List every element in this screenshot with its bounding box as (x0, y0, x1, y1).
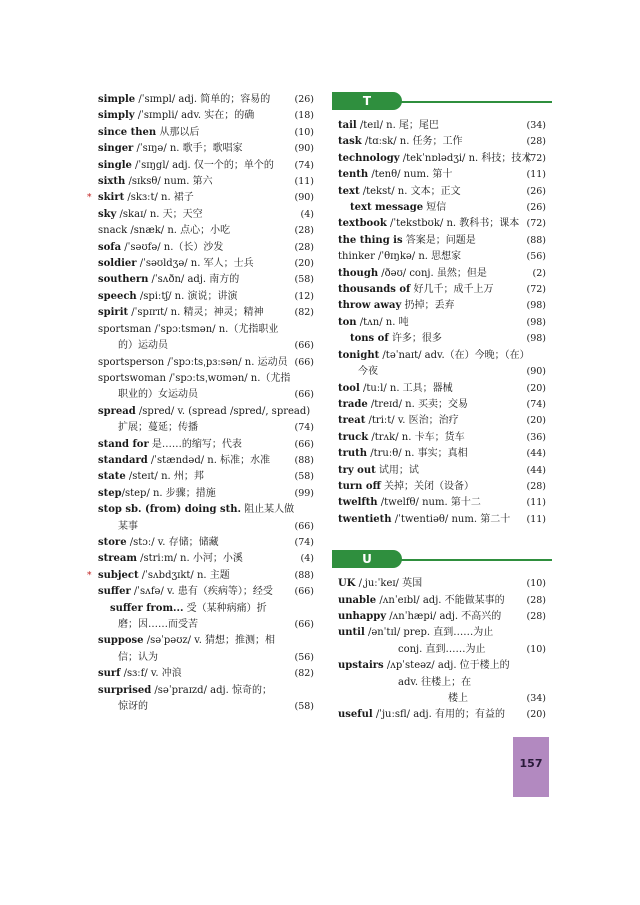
section-header-u (338, 550, 548, 572)
section-rule (398, 101, 552, 103)
page-reference: (72) (526, 218, 546, 230)
glossary-entry (98, 633, 316, 649)
page-reference: (44) (526, 464, 546, 476)
page-number-tab (513, 737, 549, 797)
page-reference: (56) (294, 651, 314, 663)
star-marker: * (87, 193, 92, 204)
definition: 许多；很多 (388, 333, 442, 345)
headword: sky (98, 208, 117, 220)
headword: sportsperson (98, 356, 165, 368)
definition: /treɪd/ n. 买卖；交易 (367, 398, 468, 410)
page-number: 157 (519, 757, 543, 770)
page-reference: (58) (294, 274, 314, 286)
glossary-entry (87, 190, 316, 206)
glossary-entry (98, 125, 316, 141)
definition: /steɪt/ n. 州；邦 (125, 471, 204, 483)
glossary-entry (338, 576, 548, 592)
definition: /ˈspɪrɪt/ n. 精灵；神灵；精神 (128, 307, 264, 319)
section-rule (398, 559, 552, 561)
definition: /ˈsʌfə/ v. 患有（疾病等）；经受 (130, 586, 273, 598)
headword: text message (350, 202, 424, 214)
glossary-entry (98, 371, 316, 387)
definition: 扔掉；丢弃 (401, 300, 455, 312)
page-reference: (26) (526, 185, 546, 197)
definition: /ˈsɪŋgl/ adj. 仅一个的；单个的 (131, 159, 274, 171)
page-reference: (66) (294, 340, 314, 352)
page-reference: (90) (294, 143, 314, 155)
definition: /səˈpəʊz/ v. 猜想；推测；相 (143, 635, 276, 647)
page-reference: (28) (294, 225, 314, 237)
page-reference: (11) (526, 513, 546, 525)
page-reference: (28) (526, 594, 546, 606)
glossary-entry (338, 691, 548, 707)
page-reference: (12) (294, 290, 314, 302)
headword: tenth (338, 169, 369, 181)
headword: sofa (98, 241, 122, 253)
definition: /ˈspɔːtsˌpɜːsən/ n. 运动员 (164, 356, 288, 368)
left-column (87, 92, 316, 715)
glossary-entry (98, 174, 316, 190)
definition: /ˈstændəd/ n. 标准；水准 (147, 454, 271, 466)
definition: /ˈsɪŋə/ n. 歌手；歌唱家 (133, 143, 243, 155)
glossary-entry (98, 92, 316, 108)
page-reference: (20) (526, 709, 546, 721)
glossary-entry (338, 512, 548, 528)
definition: /snæk/ n. 点心；小吃 (127, 225, 231, 237)
page-reference: (56) (526, 251, 546, 263)
headword: step (98, 487, 122, 499)
page-reference: (98) (526, 333, 546, 345)
definition: 关掉；关闭（设备） (380, 480, 474, 492)
definition: /ənˈtɪl/ prep. 直到……为止 (364, 627, 494, 639)
headword: standard (98, 454, 148, 466)
page-reference: (66) (294, 586, 314, 598)
glossary-entry (338, 315, 548, 331)
page-reference: (66) (294, 356, 314, 368)
page-reference: (10) (526, 643, 546, 655)
definition: 阻止某人做 (240, 504, 295, 516)
definition: /ˈsɪmpl/ adj. 简单的；容易的 (135, 94, 271, 105)
glossary-entry (338, 609, 548, 625)
headword: tail (338, 120, 357, 131)
definition: /skaɪ/ n. 天；天空 (116, 208, 203, 220)
definition: 试用；试 (375, 464, 419, 476)
glossary-entry (338, 642, 548, 658)
glossary-entry (338, 233, 548, 249)
definition: 信；认为 (118, 651, 158, 663)
glossary-entry (338, 495, 548, 511)
glossary-entry (98, 223, 316, 239)
page-reference: (34) (526, 693, 546, 704)
glossary-entry (98, 404, 316, 420)
headword: since then (98, 126, 157, 138)
glossary-entry (98, 502, 316, 518)
headword: truck (338, 431, 369, 443)
glossary-entry (338, 200, 548, 216)
headword: UK (338, 578, 356, 590)
glossary-entry (338, 446, 548, 462)
glossary-entry (338, 364, 548, 380)
glossary-entry (98, 699, 316, 715)
glossary-entry (338, 331, 548, 347)
page-reference: (2) (532, 267, 546, 279)
headword: thinker (338, 251, 375, 263)
headword: stand for (98, 438, 149, 450)
definition: /ˈsɪmpli/ adv. 实在；的确 (134, 110, 255, 122)
page-reference: (28) (526, 136, 546, 148)
definition: 某事 (118, 520, 138, 532)
headword: text (338, 185, 360, 197)
headword: treat (338, 415, 366, 427)
page-reference: (20) (294, 258, 314, 270)
headword: snack (98, 225, 128, 237)
headword: spread (98, 405, 136, 417)
glossary-entry (98, 666, 316, 682)
definition: 答案是；问题是 (402, 234, 476, 246)
definition: /tɑːsk/ n. 任务；工作 (361, 136, 463, 148)
definition: /sɪksθ/ num. 第六 (125, 176, 213, 188)
glossary-entry (98, 338, 316, 354)
section-letter-u: U (332, 550, 402, 568)
definition: /tenθ/ num. 第十 (368, 169, 453, 181)
headword: trade (338, 398, 368, 410)
headword: tonight (338, 349, 380, 361)
definition: /skɜːt/ n. 裙子 (124, 192, 194, 204)
definition: /tekst/ n. 文本；正文 (359, 185, 461, 197)
glossary-entry (98, 272, 316, 288)
definition: /spred/ v. (spread /spred/, spread) (135, 405, 311, 417)
page-reference: (88) (526, 234, 546, 246)
definition: /ˈθɪŋkə/ n. 思想家 (374, 251, 462, 263)
page-reference: (99) (294, 487, 314, 499)
page-reference: (82) (294, 668, 314, 680)
definition: /ˈspɔːtsˌwʊmən/ n.（尤指 (165, 372, 291, 384)
headword: surprised (98, 684, 152, 696)
section-u-entries (338, 576, 548, 724)
definition: /ˈtwentiəθ/ num. 第二十 (391, 513, 511, 525)
glossary-entry (98, 535, 316, 551)
glossary-entry (98, 551, 316, 567)
definition: 扩展；蔓延；传播 (118, 422, 198, 434)
headword: state (98, 471, 126, 483)
glossary-entry (98, 305, 316, 321)
headword: upstairs (338, 660, 384, 672)
page-reference: (82) (294, 307, 314, 319)
glossary-entry (98, 158, 316, 174)
definition: conj. 直到……为止 (398, 643, 486, 655)
page-reference: (20) (526, 382, 546, 394)
glossary-entry (338, 151, 548, 167)
headword: sixth (98, 176, 126, 188)
glossary-entry (98, 322, 316, 338)
glossary-entry (338, 381, 548, 397)
definition: /ʌpˈsteəz/ adj. 位于楼上的 (383, 660, 510, 672)
glossary-entry (98, 289, 316, 305)
page-reference: (66) (294, 520, 314, 532)
headword: suffer (98, 586, 131, 598)
headword: though (338, 267, 379, 279)
page-reference: (4) (300, 208, 314, 220)
glossary-entry (98, 650, 316, 666)
glossary-entry (338, 463, 548, 479)
headword: tons of (350, 333, 389, 345)
glossary-entry (98, 437, 316, 453)
glossary-entry (338, 430, 548, 446)
glossary-entry (98, 240, 316, 256)
section-letter-t: T (332, 92, 402, 110)
headword: speech (98, 290, 137, 302)
glossary-entry (338, 593, 548, 609)
headword: unhappy (338, 610, 387, 622)
page-reference: (88) (294, 454, 314, 466)
page-reference: (66) (294, 619, 314, 630)
page-reference: (28) (526, 610, 546, 622)
definition: 短信 (423, 202, 447, 214)
glossary-entry (87, 568, 316, 584)
page-reference: (98) (526, 316, 546, 328)
page-reference: (36) (526, 431, 546, 443)
glossary-entry (338, 134, 548, 150)
headword: simple (98, 94, 136, 105)
definition: /spiːtʃ/ n. 演说；讲演 (136, 290, 238, 302)
page-reference: (10) (294, 126, 314, 138)
definition: /ˈspɔːtsmən/ n.（尤指职业 (151, 323, 279, 335)
headword: useful (338, 709, 373, 721)
glossary-entry (98, 486, 316, 502)
headword: textbook (338, 218, 387, 230)
page-reference: (11) (526, 169, 546, 181)
glossary-entry (98, 453, 316, 469)
headword: suffer from... (110, 602, 184, 614)
glossary-entry (98, 108, 316, 124)
definition: /ʌnˈeɪbl/ adj. 不能做某事的 (376, 594, 505, 606)
headword: southern (98, 274, 149, 286)
headword: task (338, 136, 362, 148)
glossary-entry (98, 256, 316, 272)
page-reference: (66) (294, 438, 314, 450)
definition: 职业的）女运动员 (118, 389, 198, 401)
page-reference: (66) (294, 389, 314, 401)
section-header-t (338, 92, 548, 114)
headword: turn off (338, 480, 381, 492)
headword: thousands of (338, 284, 411, 296)
page-reference: (28) (294, 241, 314, 253)
headword: unable (338, 594, 377, 606)
glossary-entry (338, 249, 548, 265)
page-reference: (20) (526, 415, 546, 427)
definition: 的）运动员 (118, 340, 168, 352)
definition: 好几千；成千上万 (410, 284, 494, 296)
glossary-entry (338, 184, 548, 200)
headword: soldier (98, 258, 137, 270)
headword: try out (338, 464, 376, 476)
glossary-entry (98, 617, 316, 633)
section-t-entries (338, 118, 548, 528)
glossary-entry (98, 469, 316, 485)
definition: /teɪl/ n. 尾；尾巴 (356, 120, 439, 131)
glossary-entry (338, 658, 548, 674)
headword: store (98, 536, 127, 548)
glossary-entry (98, 207, 316, 223)
definition: 楼上 (448, 693, 468, 704)
headword: spirit (98, 307, 129, 319)
page-reference: (10) (526, 578, 546, 590)
definition: /trʌk/ n. 卡车；货车 (368, 431, 465, 443)
glossary-entry (338, 266, 548, 282)
page-reference: (74) (526, 398, 546, 410)
page-reference: (44) (526, 448, 546, 460)
page-reference: (18) (294, 110, 314, 122)
glossary-entry (338, 707, 548, 723)
glossary-entry (338, 625, 548, 641)
glossary-entry (338, 479, 548, 495)
definition: /tuːl/ n. 工具；器械 (359, 382, 453, 394)
glossary-entry (98, 683, 316, 699)
page-reference: (72) (526, 284, 546, 296)
headword: skirt (98, 192, 125, 204)
definition: /səˈpraɪzd/ adj. 惊奇的； (151, 684, 272, 696)
headword: stop sb. (from) doing sth. (98, 504, 241, 516)
definition: /təˈnaɪt/ adv.（在）今晚；（在） (379, 349, 530, 361)
definition: /ðəʊ/ conj. 虽然；但是 (378, 267, 487, 279)
glossary-entry (338, 282, 548, 298)
headword: simply (98, 110, 135, 122)
glossary-entry (98, 584, 316, 600)
definition: /ˈsəʊfə/ n.（长）沙发 (121, 241, 224, 253)
definition: /tekˈnɒlədʒi/ n. 科技；技术 (399, 152, 532, 164)
definition: /ˈsəʊldʒə/ n. 军人；士兵 (136, 258, 254, 270)
glossary-entry (98, 601, 316, 617)
definition: adv. 往楼上；在 (398, 676, 472, 688)
page-reference: (26) (294, 94, 314, 105)
headword: sportswoman (98, 372, 166, 384)
definition: 今夜 (358, 366, 378, 378)
glossary-entry (98, 141, 316, 157)
page-reference: (90) (294, 192, 314, 204)
glossary-entry (98, 355, 316, 371)
glossary-entry (338, 216, 548, 232)
headword: twentieth (338, 513, 392, 525)
glossary-entry (338, 118, 548, 134)
page-reference: (74) (294, 536, 314, 548)
definition: /stɔː/ v. 存储；储藏 (126, 536, 219, 548)
glossary-entry (98, 387, 316, 403)
definition: 受（某种病痛）折 (183, 602, 267, 614)
definition: /twelfθ/ num. 第十二 (377, 497, 481, 509)
headword: technology (338, 152, 400, 164)
page-reference: (90) (526, 366, 546, 378)
definition: /tʌn/ n. 吨 (356, 316, 409, 328)
definition: /ʌnˈhæpi/ adj. 不高兴的 (386, 610, 502, 622)
definition: /ˈjuːsfl/ adj. 有用的；有益的 (372, 709, 506, 721)
headword: singer (98, 143, 134, 155)
definition: /truːθ/ n. 事实；真相 (367, 448, 468, 460)
glossary-entry (338, 298, 548, 314)
definition: /ˈtekstbʊk/ n. 教科书；课本 (386, 218, 520, 230)
definition: /ˌjuːˈkeɪ/ 英国 (355, 578, 423, 590)
page-reference: (11) (294, 176, 314, 188)
page-reference: (98) (526, 300, 546, 312)
definition: /ˈsʌðn/ adj. 南方的 (148, 274, 240, 286)
definition: /ˈsʌbdʒɪkt/ n. 主题 (138, 569, 230, 581)
glossary-entry (338, 348, 548, 364)
glossary-entry (98, 519, 316, 535)
headword: single (98, 159, 132, 171)
page-reference: (74) (294, 422, 314, 434)
page-reference: (34) (526, 120, 546, 131)
page-reference: (58) (294, 471, 314, 483)
headword: sportsman (98, 323, 152, 335)
page-reference: (74) (294, 159, 314, 171)
headword: the thing is (338, 234, 403, 246)
page-reference: (58) (294, 701, 314, 713)
headword: suppose (98, 635, 144, 647)
headword: throw away (338, 300, 402, 312)
headword: surf (98, 668, 121, 680)
definition: 磨；因……而受苦 (118, 619, 198, 630)
definition: /striːm/ n. 小河；小溪 (136, 553, 243, 565)
headword: until (338, 627, 365, 639)
definition: /sɜːf/ v. 冲浪 (120, 668, 182, 680)
definition: 惊讶的 (118, 701, 148, 713)
page-reference: (26) (526, 202, 546, 214)
definition: 是……的缩写；代表 (148, 438, 242, 450)
definition: /triːt/ v. 医治；治疗 (365, 415, 459, 427)
page-reference: (28) (526, 480, 546, 492)
page-reference: (72) (526, 152, 546, 164)
headword: subject (98, 569, 139, 581)
page-reference: (4) (300, 553, 314, 565)
glossary-entry (338, 167, 548, 183)
headword: truth (338, 448, 368, 460)
glossary-entry (98, 420, 316, 436)
definition: /step/ n. 步骤；措施 (121, 487, 216, 499)
page-reference: (11) (526, 497, 546, 509)
glossary-entry (338, 413, 548, 429)
page-reference: (88) (294, 569, 314, 581)
star-marker: * (87, 570, 92, 581)
glossary-entry (338, 675, 548, 691)
headword: twelfth (338, 497, 378, 509)
definition: 从那以后 (156, 126, 200, 138)
glossary-entry (338, 397, 548, 413)
headword: tool (338, 382, 360, 394)
headword: stream (98, 553, 137, 565)
headword: ton (338, 316, 357, 328)
right-column (338, 92, 548, 724)
